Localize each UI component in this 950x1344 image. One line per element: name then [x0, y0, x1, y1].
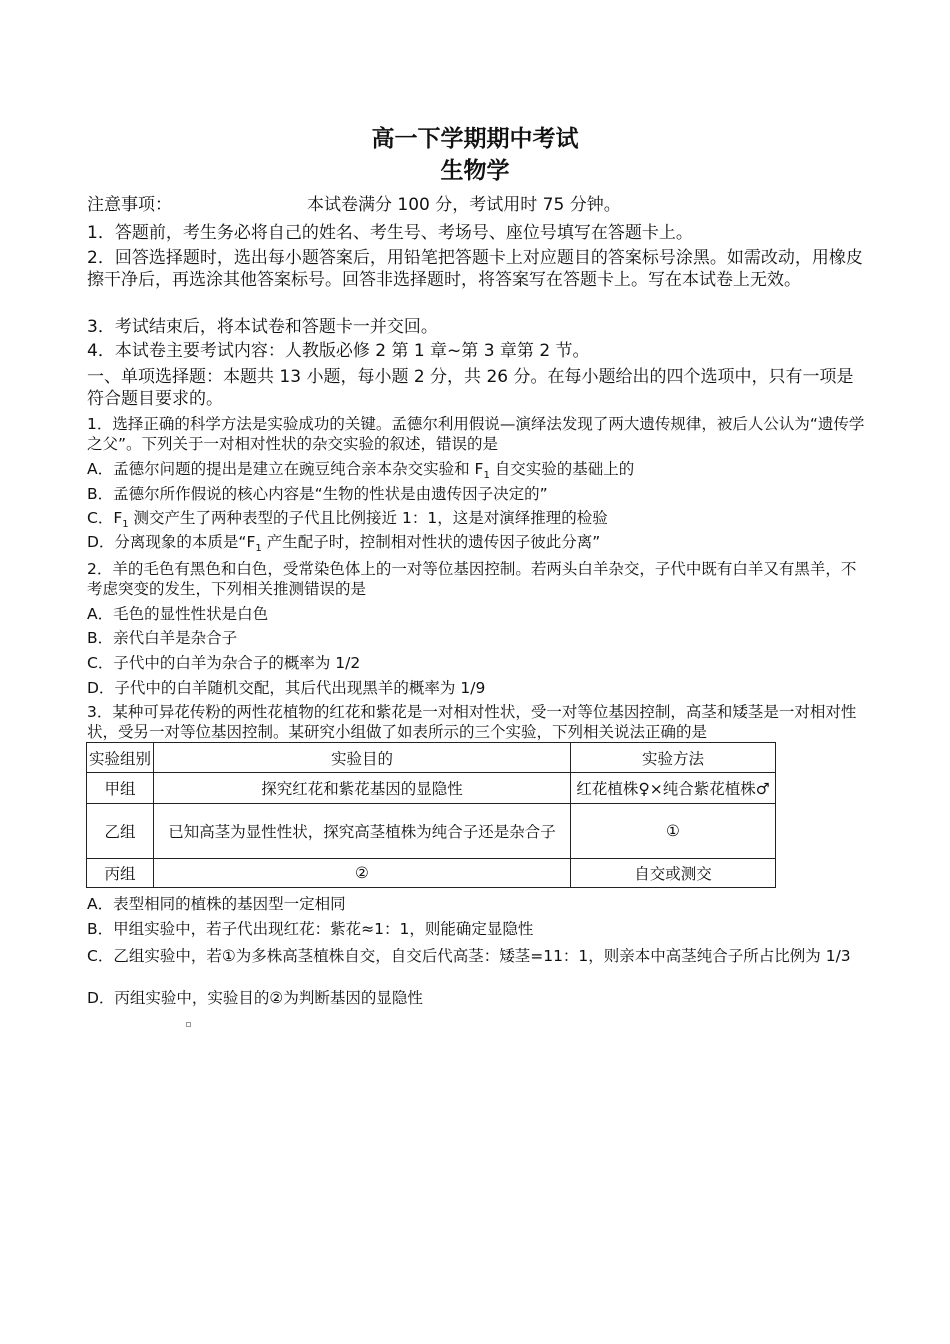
table-header-row — [87, 743, 776, 773]
experiment-table — [86, 742, 776, 888]
option-text: 自交实验的基础上的 — [489, 460, 635, 478]
notice-item-1: 1．答题前，考生务必将自己的姓名、考生号、考场号、座位号填写在答题卡上。 — [87, 223, 693, 243]
subscript: 1 — [122, 519, 129, 531]
exam-title: 高一下学期期中考试 — [371, 126, 579, 152]
table-cell: 甲组 — [87, 773, 154, 804]
question-2-option-a: A．毛色的显性性状是白色 — [87, 605, 269, 623]
table-cell: ① — [571, 804, 776, 859]
table-row — [87, 859, 776, 888]
option-text: 产生配子时，控制相对性状的遗传因子彼此分离” — [261, 533, 601, 551]
question-2-option-d: D．子代中的白羊随机交配，其后代出现黑羊的概率为 1/9 — [87, 679, 486, 697]
question-1-option-d — [87, 532, 867, 559]
table-header-cell: 实验目的 — [154, 743, 571, 773]
option-text: 测交产生了两种表型的子代且比例接近 1：1，这是对演绎推理的检验 — [128, 509, 608, 527]
subscript: 1 — [483, 470, 490, 482]
table-cell: 探究红花和紫花基因的显隐性 — [154, 773, 571, 804]
notice-header — [87, 190, 867, 215]
stray-mark — [186, 1022, 191, 1027]
notice-item-2: 2．回答选择题时，选出每小题答案后，用铅笔把答题卡上对应题目的答案标号涂黑。如需改动，用橡皮擦干净后，再选涂其他答案标号。回答非选择题时，将答案写在答题卡上。写在本试卷上无效。 — [87, 248, 863, 290]
question-2-option-c: C．子代中的白羊为杂合子的概率为 1/2 — [87, 654, 361, 672]
table-header-cell: 实验组别 — [87, 743, 154, 773]
section-heading: 一、单项选择题：本题共 13 小题，每小题 2 分，共 26 分。在每小题给出的四个选项中，只有一项是符合题目要求的。 — [87, 367, 854, 409]
table-cell: 红花植株♀×纯合紫花植株♂ — [571, 773, 776, 804]
question-1-stem: 1．选择正确的科学方法是实验成功的关键。孟德尔利用假说—演绎法发现了两大遗传规律，被后人公认为“遗传学之父”。下列关于一对相对性状的杂交实验的叙述，错误的是 — [87, 415, 865, 453]
table-row — [87, 804, 776, 859]
table-header-cell: 实验方法 — [571, 743, 776, 773]
question-3-option-c: C．乙组实验中，若①为多株高茎植株自交，自交后代高茎：矮茎=11：1，则亲本中高茎纯合子所占比例为 1/3 — [87, 947, 851, 965]
notice-item-3: 3．考试结束后，将本试卷和答题卡一并交回。 — [87, 317, 438, 337]
notice-heading: 注意事项： — [87, 195, 172, 215]
question-2-option-b: B．亲代白羊是杂合子 — [87, 629, 238, 647]
question-1-option-b: B．孟德尔所作假说的核心内容是“生物的性状是由遗传因子决定的” — [87, 485, 548, 503]
option-text: C．F — [87, 509, 123, 527]
table-row — [87, 773, 776, 804]
subscript: 1 — [255, 543, 262, 555]
exam-info: 本试卷满分 100 分，考试用时 75 分钟。 — [307, 195, 621, 215]
table-cell: 丙组 — [87, 859, 154, 888]
question-2-stem: 2．羊的毛色有黑色和白色，受常染色体上的一对等位基因控制。若两头白羊杂交，子代中既有白羊又有黑羊，不考虑突变的发生，下列相关推测错误的是 — [87, 560, 857, 598]
table-cell: ② — [154, 859, 571, 888]
question-3-option-b: B．甲组实验中，若子代出现红花：紫花≈1：1，则能确定显隐性 — [87, 920, 534, 938]
table-cell: 已知高茎为显性性状，探究高茎植株为纯合子还是杂合子 — [154, 804, 571, 859]
notice-item-4: 4．本试卷主要考试内容：人教版必修 2 第 1 章~第 3 章第 2 节。 — [87, 341, 590, 361]
question-3-option-a: A．表型相同的植株的基因型一定相同 — [87, 895, 346, 913]
question-1-option-a — [87, 459, 867, 486]
question-3-stem: 3．某种可异花传粉的两性花植物的红花和紫花是一对相对性状，受一对等位基因控制，高茎和矮茎是一对相对性状，受另一对等位基因控制。某研究小组做了如表所示的三个实验，下列相关说法正确的是 — [87, 703, 857, 741]
question-3-option-d: D．丙组实验中，实验目的②为判断基因的显隐性 — [87, 989, 423, 1007]
table-cell: 乙组 — [87, 804, 154, 859]
exam-subject: 生物学 — [440, 158, 510, 184]
option-text: D．分离现象的本质是“F — [87, 533, 256, 551]
table-cell: 自交或测交 — [571, 859, 776, 888]
option-text: A．孟德尔问题的提出是建立在豌豆纯合亲本杂交实验和 F — [87, 460, 484, 478]
